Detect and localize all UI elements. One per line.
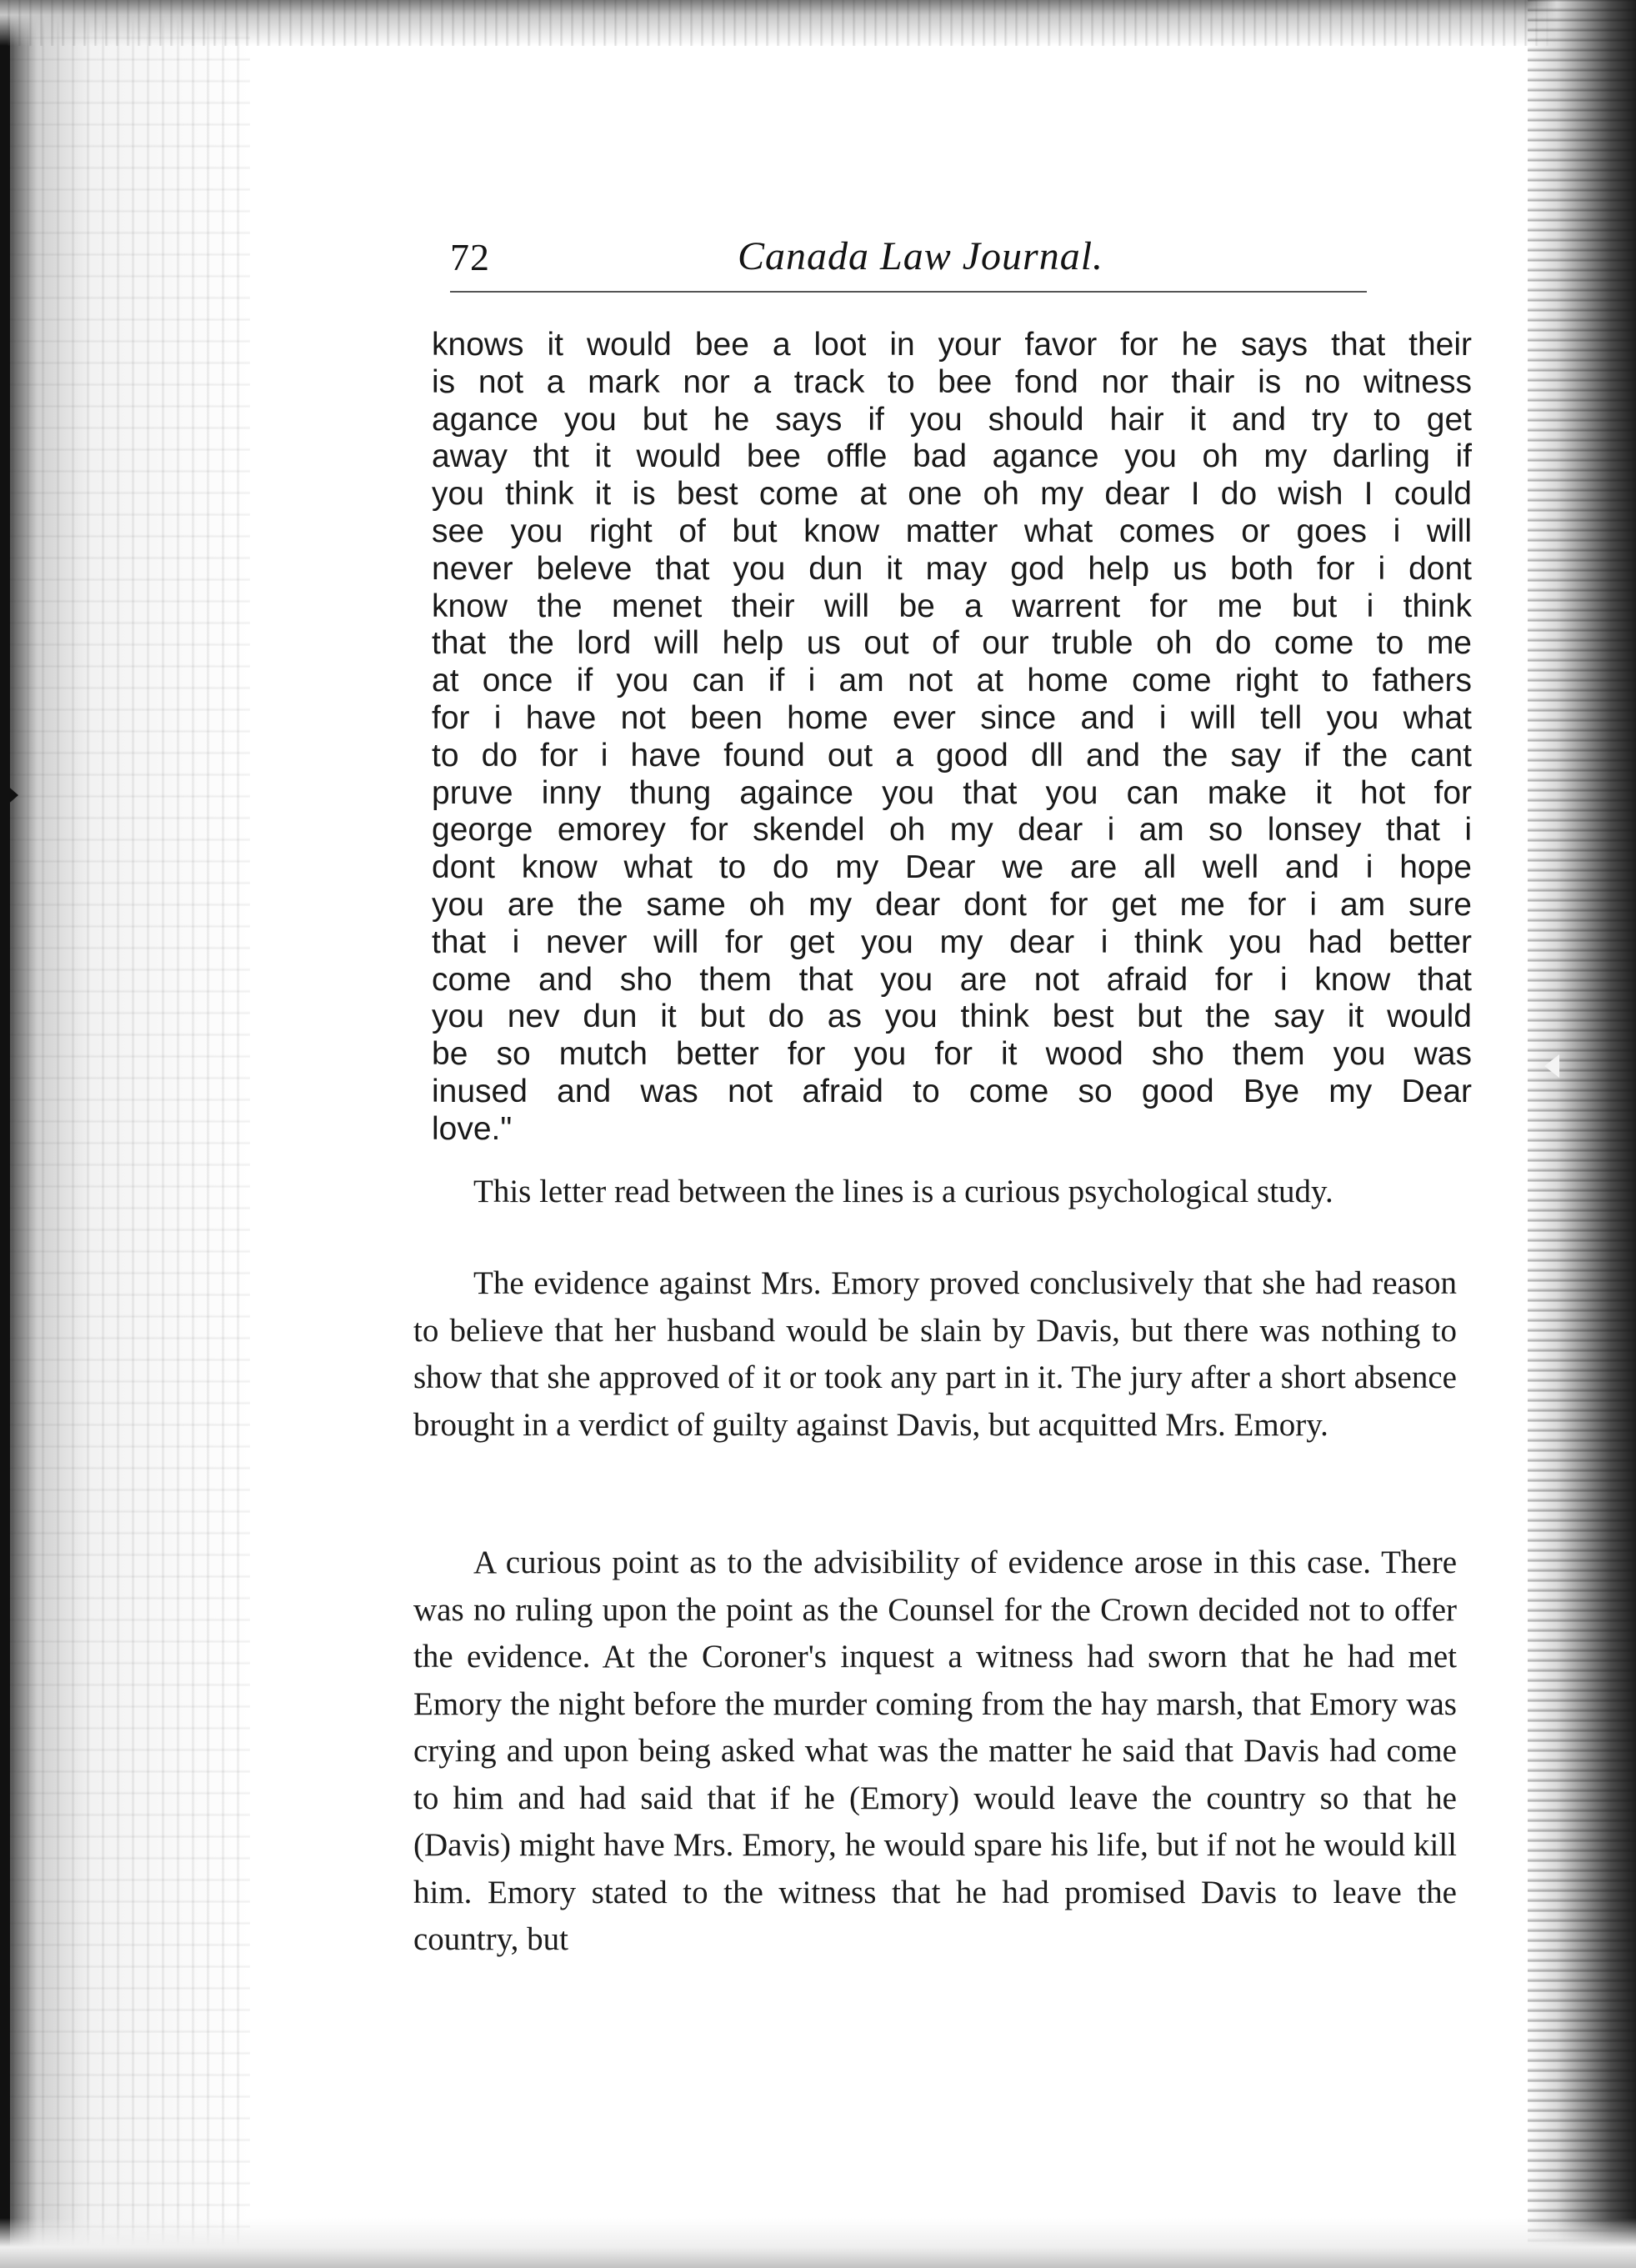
letter-line: come and sho them that you are not afraid for i know that	[432, 961, 1472, 998]
letter-line: pruve inny thung againce you that you can make it hot for	[432, 774, 1472, 811]
letter-line: dont know what to do my Dear we are all well and i hope	[432, 849, 1472, 886]
quoted-letter	[432, 327, 1472, 1149]
body-paragraph: The evidence against Mrs. Emory proved conclusively that she had reason to believe that her husband would be slain by Davis, but there was nothing to show that she approved of it or took any part in it. The jury after a short absence brought in a verdict of guilty against Davis, but acquitted Mrs. Emory.	[413, 1265, 1457, 1443]
scan-binding-edge	[0, 0, 10, 2268]
letter-line: that i never will for get you my dear i think you had better	[432, 924, 1472, 960]
letter-line: to do for i have found out a good dll and the say if the cant	[432, 737, 1472, 774]
letter-line: george emorey for skendel oh my dear i am so lonsey that i	[432, 812, 1472, 849]
scan-left-margin	[0, 0, 250, 2268]
letter-line: you are the same oh my dear dont for get me for i am sure	[432, 886, 1472, 923]
letter-line: at once if you can if i am not at home come right to fathers	[432, 663, 1472, 699]
letter-line: is not a mark nor a track to bee fond nor thair is no witness	[432, 363, 1472, 400]
body-paragraph: A curious point as to the advisibility of evidence arose in this case. There was no ruling upon the point as the Counsel for the Crown decided not to offer the evidence. At the Coroner's inquest a witness had sworn that he had met Emory the night before the murder coming from the hay marsh, that Emory was crying and upon being asked what was the matter he said that Davis had come to him and had said that if he (Emory) would leave the country so that he (Davis) might have Mrs. Emory, he would spare his life, but if not he would kill him. Emory stated to the witness that he had promised Davis to leave the country, but	[413, 1545, 1457, 1957]
scan-top-margin	[0, 0, 1636, 46]
body-paragraph: This letter read between the lines is a curious psychological study.	[473, 1174, 1333, 1209]
running-head: Canada Law Journal.	[738, 234, 1104, 278]
letter-line: you nev dun it but do as you think best but the say it would	[432, 999, 1472, 1035]
header-rule	[450, 291, 1367, 293]
scan-bottom-margin	[0, 2218, 1636, 2268]
letter-line: see you right of but know matter what comes or goes i will	[432, 513, 1472, 549]
letter-line: inused and was not afraid to come so good Bye my Dear	[432, 1073, 1472, 1109]
letter-line: away tht it would bee offle bad agance you oh my darling if	[432, 438, 1472, 475]
letter-line: you think it is best come at one oh my dear I do wish I could	[432, 476, 1472, 513]
letter-line: be so mutch better for you for it wood sho them you was	[432, 1036, 1472, 1073]
page-number: 72	[450, 236, 490, 278]
letter-line: know the menet their will be a warrent for me but i think	[432, 588, 1472, 624]
scan-right-margin	[1528, 0, 1636, 2268]
letter-line: for i have not been home ever since and i will tell you what	[432, 699, 1472, 736]
letter-line: never beleve that you dun it may god help us both for i dont	[432, 550, 1472, 587]
letter-line: agance you but he says if you should hair it and try to get	[432, 401, 1472, 438]
letter-line: love."	[432, 1110, 513, 1147]
margin-arrow-icon	[5, 784, 18, 807]
margin-arrow-icon	[1544, 1054, 1559, 1078]
page-header	[450, 235, 1367, 293]
letter-line: that the lord will help us out of our truble oh do come to me	[432, 625, 1472, 662]
letter-line: knows it would bee a loot in your favor for he says that their	[432, 327, 1472, 363]
